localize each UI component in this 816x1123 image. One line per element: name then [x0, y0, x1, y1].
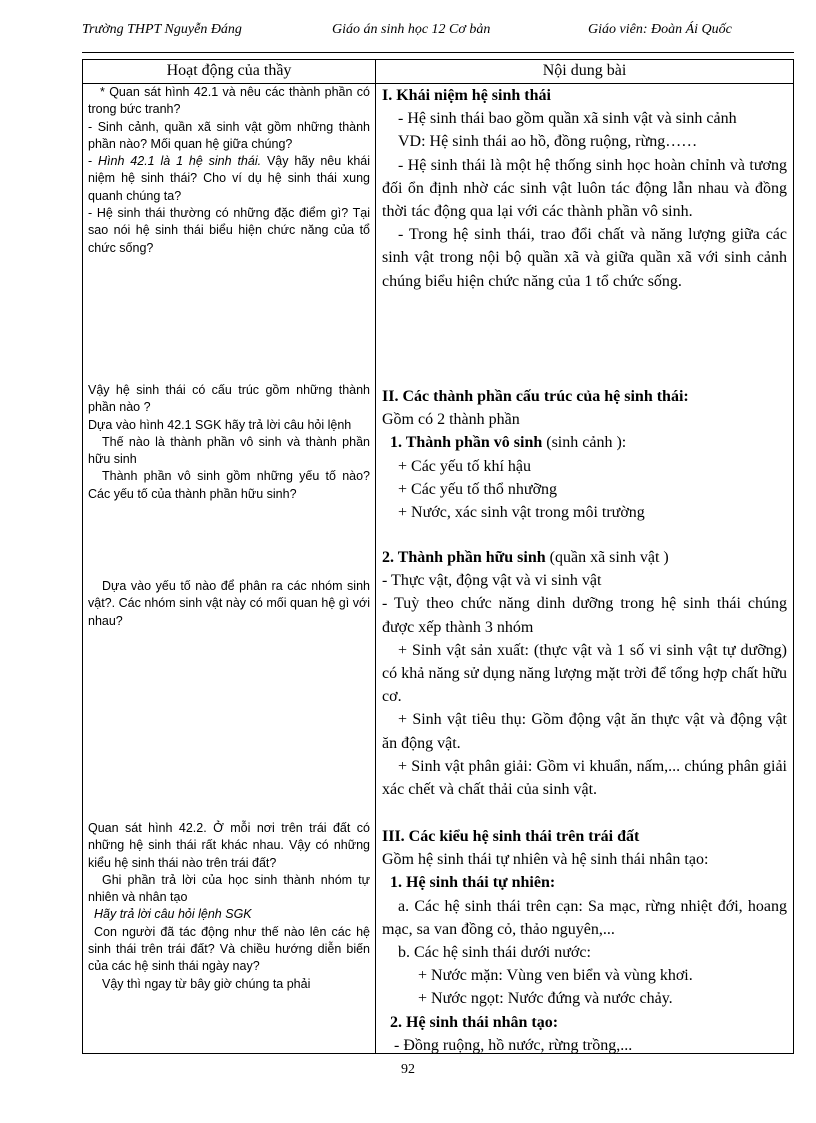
header-school: Trường THPT Nguyễn Đáng	[82, 22, 242, 37]
left-text: Vậy hệ sinh thái có cấu trúc gồm những thành phần nào ?	[88, 383, 370, 415]
subsection-heading: 1. Hệ sinh thái tự nhiên:	[390, 874, 556, 892]
content-text: - Trong hệ sinh thái, trao đổi chất và năng lượng giữa các sinh vật trong nội bộ quần xã và giữa quần xã với sinh cảnh chúng biểu hiện chức năng của 1 tổ chức sống.	[382, 226, 787, 290]
left-block-1	[88, 84, 370, 257]
section-2-biotic	[382, 546, 787, 801]
col-header-teacher-activity: Hoạt động của thầy	[166, 62, 292, 79]
content-text: + Các yếu tố khí hậu	[398, 457, 531, 475]
page-number: 92	[401, 1062, 415, 1077]
header-rule	[82, 52, 794, 53]
col-header-lesson-content: Nội dung bài	[542, 62, 627, 79]
left-text: Quan sát hình 42.2. Ở mỗi nơi trên trái đất có những hệ sinh thái rất khác nhau. Vậy có những kiểu hệ sinh thái nào trên trái đất?	[88, 821, 370, 870]
content-text: a. Các hệ sinh thái trên cạn: Sa mạc, rừng nhiệt đới, hoang mạc, sa van đồng cỏ, thảo nguyên,...	[382, 897, 787, 938]
subsection-heading: 2. Hệ sinh thái nhân tạo:	[390, 1013, 559, 1031]
section-title: I. Khái niệm hệ sinh thái	[382, 87, 551, 104]
left-block-2	[88, 382, 370, 503]
content-text: VD: Hệ sinh thái ao hồ, đồng ruộng, rừng……	[398, 133, 698, 151]
content-text: + Nước mặn: Vùng ven biển và vùng khơi.	[418, 967, 693, 985]
left-text: Ghi phần trả lời của học sinh thành nhóm tự nhiên và nhân tạo	[88, 872, 370, 905]
content-text: - Thực vật, động vật và vi sinh vật	[382, 572, 602, 590]
section-3	[382, 825, 787, 1057]
header-subject: Giáo án sinh học 12 Cơ bản	[332, 22, 491, 37]
content-text: - Hệ sinh thái là một hệ thống sinh học hoàn chỉnh và tương đối ổn định nhờ các sinh vật luôn tác động lẫn nhau và đồng thời tác động qua lại với các thành phần vô sinh.	[382, 156, 787, 221]
subsection-heading: 2. Thành phần hữu sinh (quần xã sinh vật )	[382, 549, 669, 566]
left-text: - Hệ sinh thái thường có những đặc điểm gì? Tại sao nói hệ sinh thái biểu hiện chức năng của tổ chức sống?	[88, 206, 370, 255]
subsection-heading: 1. Thành phần vô sinh (sinh cảnh ):	[390, 434, 627, 452]
left-text: Thành phần vô sinh gồm những yếu tố nào? Các yếu tố của thành phần hữu sinh?	[88, 469, 370, 501]
content-text: Gồm có 2 thành phần	[382, 411, 520, 429]
left-italic-text: Hình 42.1 là 1 hệ sinh thái.	[98, 154, 262, 169]
content-text: - Tuỳ theo chức năng dinh dưỡng trong hệ sinh thái chúng được xếp thành 3 nhóm	[382, 595, 787, 636]
table-header-row	[83, 60, 793, 84]
section-title: II. Các thành phần cấu trúc của hệ sinh thái:	[382, 388, 689, 405]
left-text: Hãy trả lời câu hỏi lệnh SGK	[94, 907, 252, 922]
content-text: Gồm hệ sinh thái tự nhiên và hệ sinh thái nhân tạo:	[382, 851, 709, 869]
content-text: b. Các hệ sinh thái dưới nước:	[398, 944, 591, 962]
left-text: Con người đã tác động như thế nào lên các hệ sinh thái trên trái đất? Và chiều hướng diễn biến của các hệ sinh thái ngày nay?	[88, 924, 370, 974]
section-1	[382, 84, 787, 293]
left-text: - Hình 42.1 là 1 hệ sinh thái. Vậy hãy nêu khái niệm hệ sinh thái? Cho ví dụ hệ sinh thái xung quanh chúng ta?	[88, 154, 371, 203]
left-text: * Quan sát hình 42.1 và nêu các thành phần có trong bức tranh?	[88, 85, 370, 117]
content-text: + Nước ngọt: Nước đứng và nước chảy.	[418, 990, 673, 1008]
content-text: - Hệ sinh thái bao gồm quần xã sinh vật và sinh cảnh	[398, 110, 737, 128]
content-text: + Nước, xác sinh vật trong môi trường	[398, 504, 645, 522]
left-block-4	[88, 820, 370, 993]
left-block-3	[88, 578, 370, 630]
left-text: Vậy thì ngay từ bây giờ chúng ta phải	[102, 976, 311, 991]
section-2	[382, 385, 787, 524]
content-text: + Sinh vật tiêu thụ: Gồm động vật ăn thực vật và động vật ăn động vật.	[382, 711, 787, 752]
left-text: Dựa vào yếu tố nào để phân ra các nhóm sinh vật?. Các nhóm sinh vật này có mối quan hệ gì với nhau?	[88, 579, 370, 628]
content-text: - Đồng ruộng, hồ nước, rừng trồng,...	[394, 1036, 633, 1054]
header-teacher: Giáo viên: Đoàn Ái Quốc	[588, 22, 732, 37]
left-text: Thế nào là thành phần vô sinh và thành phần hữu sinh	[88, 434, 370, 467]
lesson-table	[82, 59, 794, 1054]
section-title: III. Các kiểu hệ sinh thái trên trái đất	[382, 828, 640, 845]
content-text: + Sinh vật sản xuất: (thực vật và 1 số vi sinh vật tự dưỡng) có khả năng sử dụng năng lượng mặt trời để tổng hợp chất hữu cơ.	[382, 641, 787, 706]
left-text: Dựa vào hình 42.1 SGK hãy trả lời câu hỏi lệnh	[88, 417, 352, 432]
left-text: - Sinh cảnh, quần xã sinh vật gồm những thành phần nào? Mối quan hệ giữa chúng?	[88, 119, 370, 151]
content-text: + Các yếu tố thổ nhưỡng	[398, 480, 558, 498]
content-text: + Sinh vật phân giải: Gồm vi khuẩn, nấm,... chúng phân giải xác chết và chất thải của sinh vật.	[382, 757, 787, 799]
